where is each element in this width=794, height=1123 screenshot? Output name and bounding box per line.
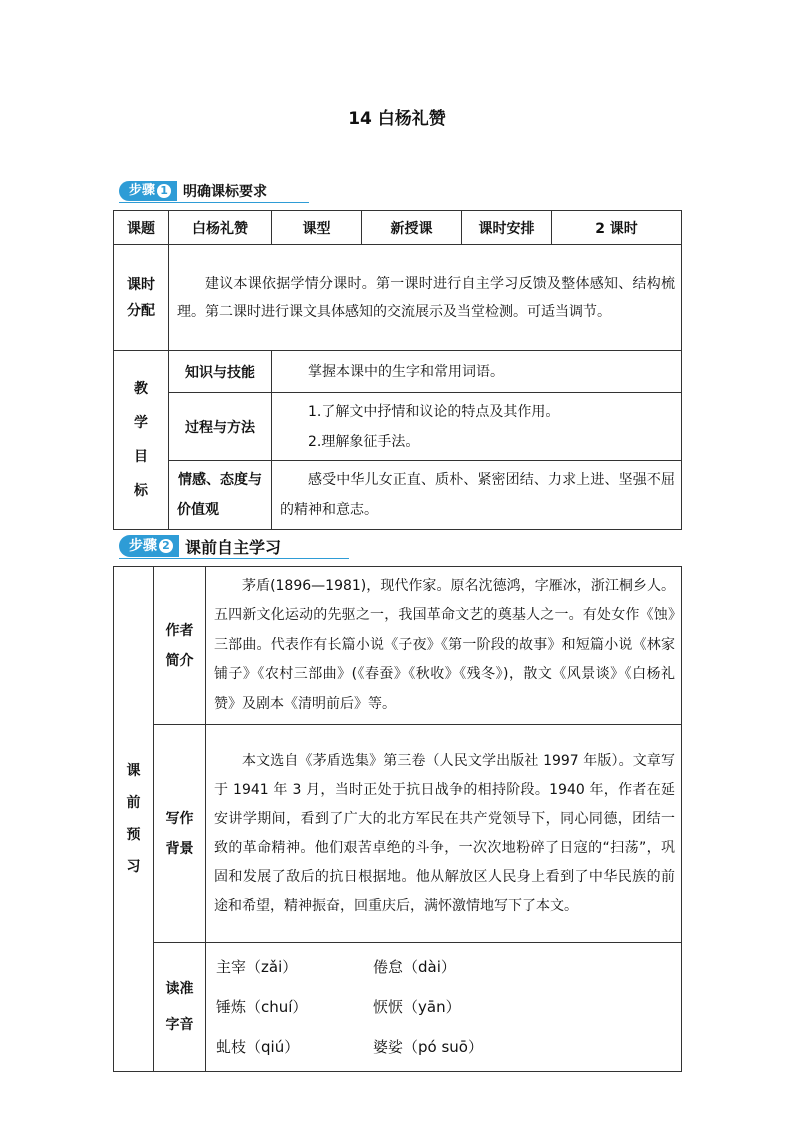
emotion-text: 感受中华儿女正直、质朴、紧密团结、力求上进、坚强不屈的精神和意志。 (272, 461, 682, 530)
pronunciation-label: 读准 字音 (154, 943, 206, 1072)
table-row (114, 211, 682, 245)
knowledge-text: 掌握本课中的生字和常用词语。 (272, 351, 682, 393)
time-header: 课时安排 (462, 211, 552, 245)
step-number: 2 (159, 539, 173, 553)
step-badge (119, 535, 179, 557)
step-1-header (119, 180, 271, 202)
table-row (114, 393, 682, 461)
step-badge (119, 181, 177, 201)
step-2-header (119, 535, 285, 557)
type-header: 课型 (272, 211, 362, 245)
emotion-label: 情感、态度与 价值观 (169, 461, 272, 530)
step-heading: 明确课标要求 (183, 184, 268, 200)
step-label: 步骤 (129, 538, 157, 554)
topic-value: 白杨礼赞 (169, 211, 272, 245)
knowledge-label: 知识与技能 (169, 351, 272, 393)
pronunciation-list (206, 943, 682, 1072)
table-row (114, 351, 682, 393)
list-item: 婆娑（pó suō） (373, 1038, 483, 1056)
goals-label: 教 学 目 标 (114, 351, 169, 530)
list-item: 锤炼（chuí） (216, 998, 308, 1016)
topic-header: 课题 (114, 211, 169, 245)
allocation-text: 建议本课依据学情分课时。第一课时进行自主学习反馈及整体感知、结构梳理。第二课时进行课文具体感知的交流展示及当堂检测。可适当调节。 (169, 245, 682, 351)
table-row (114, 245, 682, 351)
step-heading: 课前自主学习 (185, 537, 282, 557)
author-label: 作者 简介 (154, 567, 206, 725)
preview-table (113, 566, 682, 1072)
list-item: 主宰（zǎi） (216, 958, 298, 976)
table-row (114, 943, 682, 1072)
time-value: 2 课时 (552, 211, 682, 245)
step-1-underline (119, 202, 309, 203)
step-2-underline (119, 558, 349, 559)
step-number: 1 (157, 184, 171, 198)
page-title: 14 白杨礼赞 (348, 109, 446, 129)
step-label: 步骤 (129, 183, 156, 198)
process-label: 过程与方法 (169, 393, 272, 461)
preview-label: 课 前 预 习 (114, 567, 154, 1072)
type-value: 新授课 (362, 211, 462, 245)
background-text: 本文选自《茅盾选集》第三卷（人民文学出版社 1997 年版）。文章写于 1941 年 3 月，当时正处于抗日战争的相持阶段。1940 年，作者在延安讲学期间，看到了广大的北方军民在共产党领导下，同心同德，团结一致的革命精神。他们艰苦卓绝的斗争，一次次地粉碎了日寇的“扫荡”，巩固和发展了敌后的抗日根据地。他从解放区人民身上看到了中华民族的前途和希望，精神振奋，回重庆后，满怀激情地写下了本文。 (206, 725, 682, 943)
allocation-label: 课时 分配 (114, 245, 169, 351)
list-item: 倦怠（dài） (373, 958, 456, 976)
process-text: 1.了解文中抒情和议论的特点及其作用。 2.理解象征手法。 (272, 393, 682, 461)
table-row (114, 725, 682, 943)
list-item: 恹恹（yān） (373, 998, 461, 1016)
background-label: 写作 背景 (154, 725, 206, 943)
table-row (114, 461, 682, 530)
course-requirements-table (113, 210, 682, 530)
table-row (114, 567, 682, 725)
author-text: 茅盾(1896—1981)，现代作家。原名沈德鸿，字雁冰，浙江桐乡人。五四新文化运动的先驱之一，我国革命文艺的奠基人之一。有处女作《蚀》三部曲。代表作有长篇小说《子夜》《第一阶段的故事》和短篇小说《林家铺子》《农村三部曲》(《春蚕》《秋收》《残冬》)，散文《风景谈》《白杨礼赞》及剧本《清明前后》等。 (206, 567, 682, 725)
list-item: 虬枝（qiú） (216, 1038, 300, 1056)
